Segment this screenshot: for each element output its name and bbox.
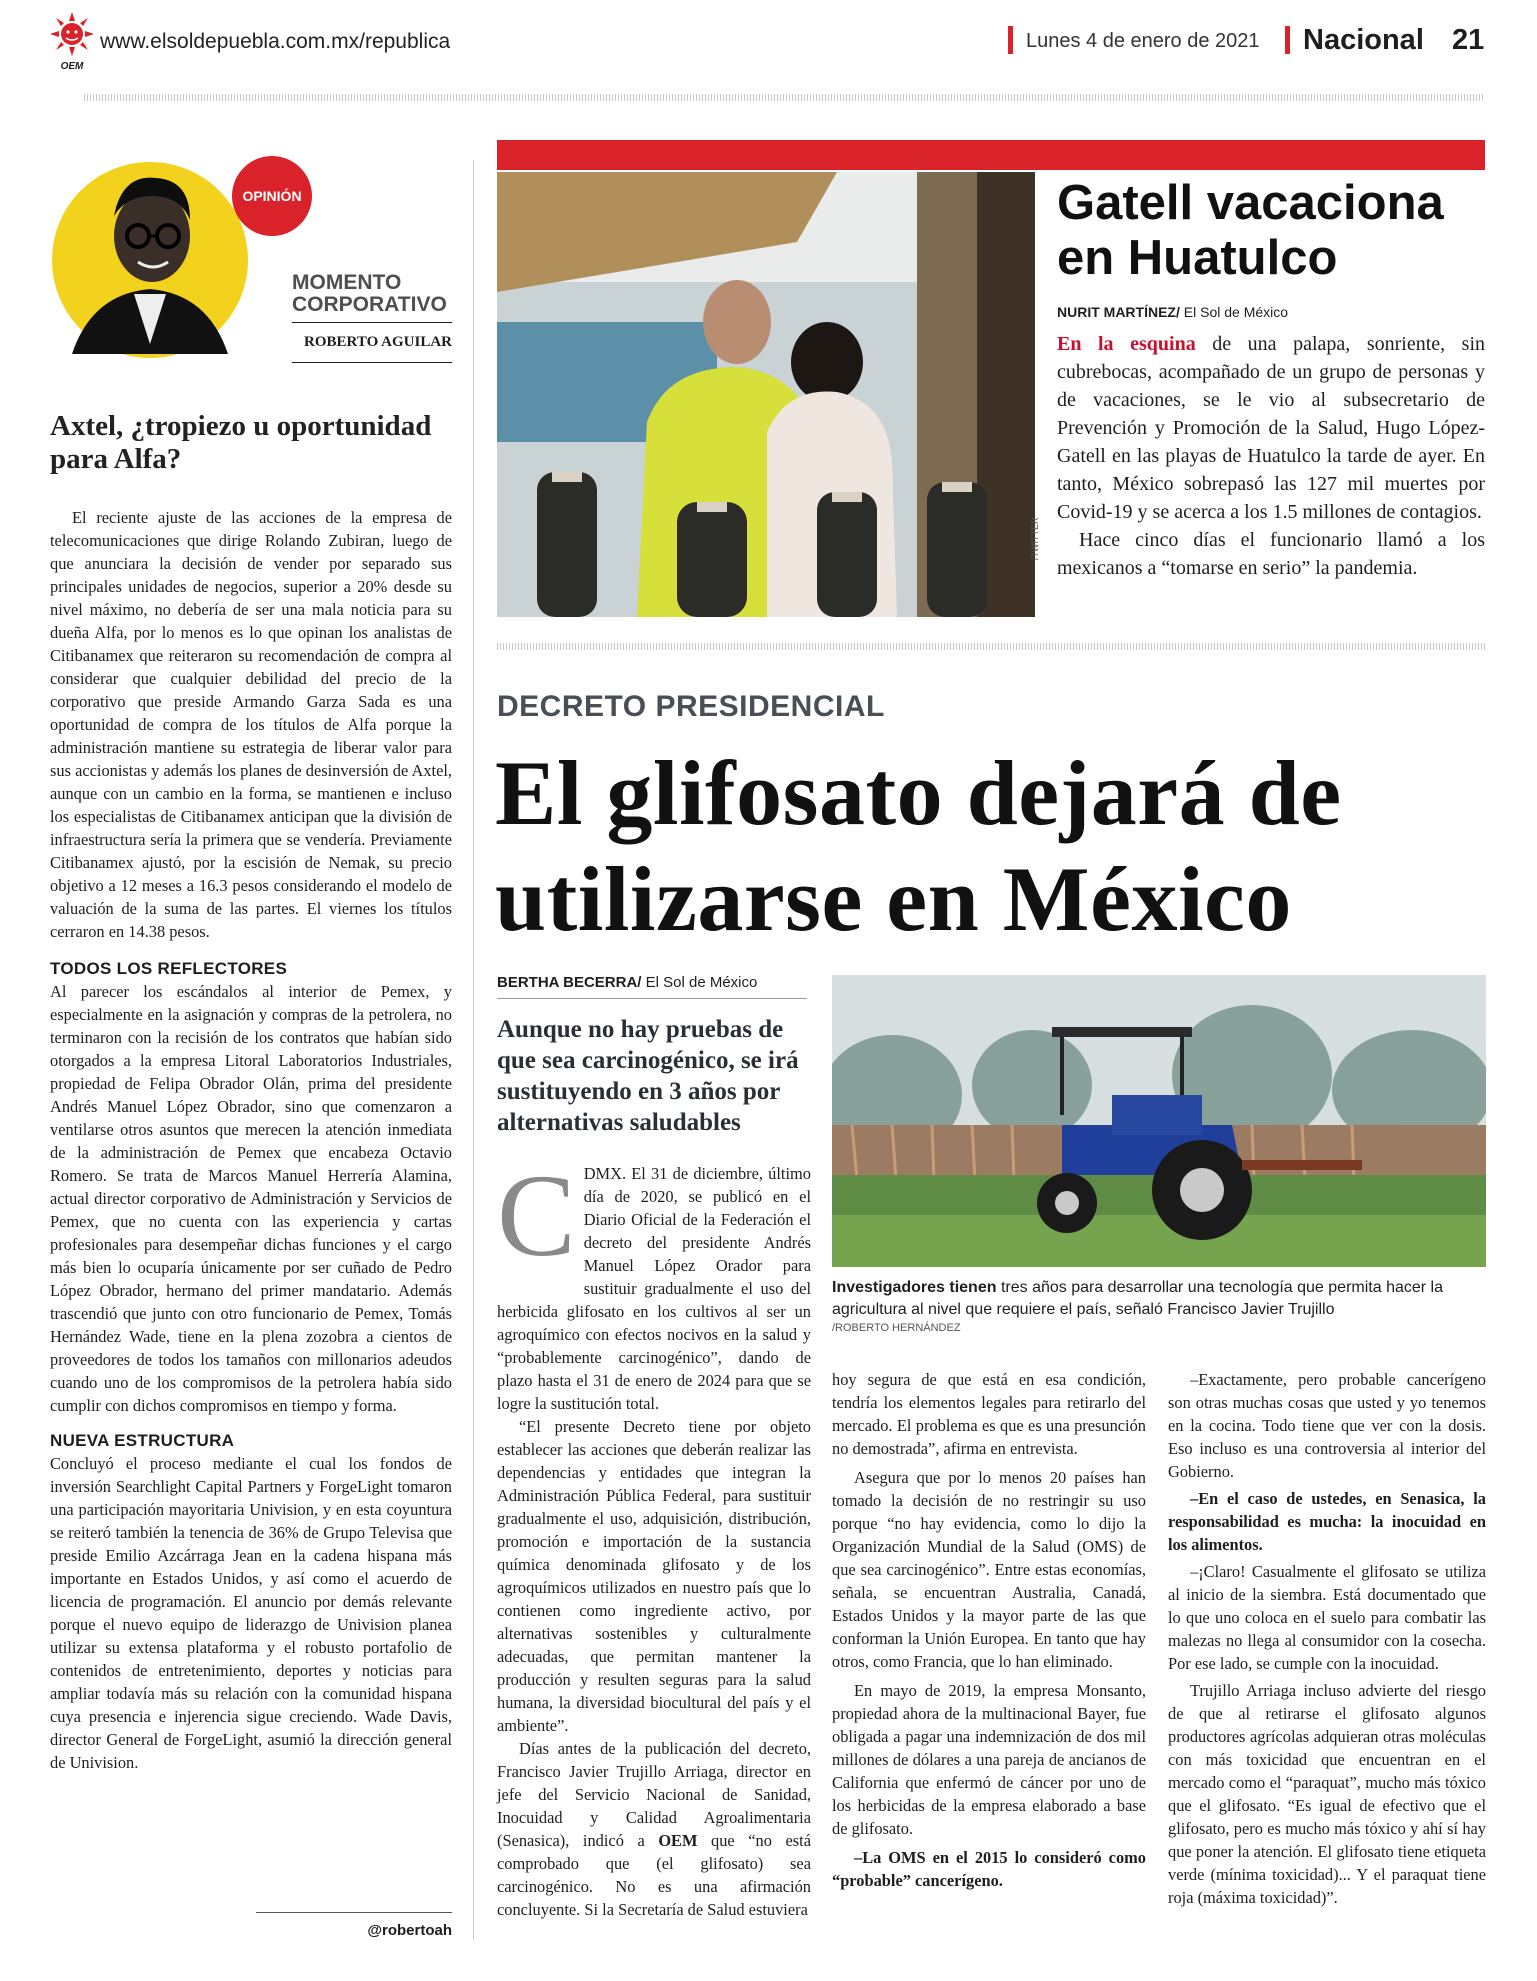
- glifosato-paragraph-text: Días antes de la publicación del decreto, Francisco Javier Trujillo Arriaga, director en jefe del Servicio Nacional de Sanidad, Inocuidad y Calidad Agroalimentaria (Senasica), indicó a: [497, 1739, 811, 1850]
- column-name-line1: MOMENTO: [292, 271, 402, 294]
- column-handle[interactable]: @robertoah: [367, 1922, 452, 1939]
- glifosato-byline-author: BERTHA BECERRA/: [497, 974, 642, 991]
- glifosato-paragraph: Asegura que por lo menos 20 países han tomado la decisión de no restringir su uso porque “no hay evidencia, como lo dijo la Organización Mundial de la Salud (OMS) de que sea carcinogénico”. Entre estas economías, señala, se encuentran Australia, Canadá, Estados Unidos y la mayor parte de las que conforman la Unión Europea. En tanto que hay otros, como Francia, que lo han eliminado.: [832, 1468, 1146, 1671]
- header-divider-2: [1285, 26, 1290, 54]
- header-section: Nacional: [1303, 24, 1424, 56]
- caption-text: tres años para desarrollar una tecnología que permita hacer la agricultura al nivel que requiere el país, señaló Francisco Javier Trujillo: [832, 1279, 1443, 1318]
- column-headline: Axtel, ¿tropiezo u oportunidad para Alfa?: [50, 410, 432, 475]
- column-name: [292, 272, 452, 316]
- glifosato-deck: Aunque no hay pruebas de que sea carcinogénico, se irá sustituyendo en 3 años por alternativas saludables: [497, 1016, 799, 1136]
- glifosato-question: –La OMS en el 2015 lo consideró como “probable” cancerígeno.: [832, 1848, 1146, 1890]
- column-name-line2: CORPORATIVO: [292, 293, 447, 316]
- glifosato-paragraph: Trujillo Arriaga incluso advierte del riesgo de que al retirarse el glifosato algunos productores agrícolas adquieran otras moléculas con más toxicidad que encuentran en el mercado como el “paraquat”, mucho más tóxico que el glifosato. “Es igual de efectivo que el glifosato, pero es mucho más tóxico y ahí sí hay que poner la atención. El glifosato tiene etiqueta verde (mínima toxicidad)... Y el paraquat tiene roja (máxima toxicidad)”.: [1168, 1681, 1486, 1907]
- gatell-photo-credit: /TWITTER: [1030, 517, 1040, 560]
- glifosato-question: –En el caso de ustedes, en Senasica, la responsabilidad es mucha: la inocuidad en los alimentos.: [1168, 1489, 1486, 1554]
- glifosato-kicker: DECRETO PRESIDENCIAL: [497, 690, 885, 723]
- tractor-photo: [832, 975, 1486, 1267]
- glifosato-paragraph: DMX. El 31 de diciembre, último día de 2020, se publicó en el Diario Oficial de la Federación el decreto del presidente Andrés Manuel López Orador para sustituir gradualmente el uso del herbicida glifosato en los cultivos al ser un agroquímico con efectos nocivos en la salud y “probablemente carcinogénico”, dando de plazo hasta el 31 de enero de 2024 para que se logre la sustitución total.: [497, 1164, 811, 1413]
- opinion-badge-label: OPINIÓN: [242, 188, 302, 204]
- gatell-byline: [1057, 304, 1288, 320]
- header-rule: [84, 94, 1484, 101]
- glifosato-dropcap: C: [497, 1150, 576, 1281]
- gatell-photo: [497, 172, 1035, 617]
- column-separator: [473, 160, 474, 1940]
- header-page-number: 21: [1452, 24, 1485, 56]
- masthead-logo: [50, 12, 94, 72]
- caption-lead: Investigadores tienen: [832, 1279, 997, 1296]
- opinion-badge: [232, 156, 312, 236]
- glifosato-byline-outlet: El Sol de México: [645, 974, 758, 991]
- gatell-body: [1057, 330, 1485, 582]
- glifosato-headline: El glifosato dejará de utilizarse en México: [495, 742, 1342, 950]
- glifosato-paragraph: En mayo de 2019, la empresa Monsanto, propiedad ahora de la multinacional Bayer, fue obligada a pagar una indemnización de dos mil millones de dólares a una pareja de ancianos de California que enfermó de cáncer por uno de los herbicidas de la empresa elaborado a base de glifosato.: [832, 1681, 1146, 1838]
- column-author-rule-2: [292, 362, 452, 363]
- sun-logo-icon: [50, 12, 94, 56]
- glifosato-paragraph-text: que “no está comprobado que (el glifosato) sea carcinogénico. No es una afirmación concluyente. Si la Secretaría de Salud estuviera: [497, 1831, 811, 1919]
- header-date: Lunes 4 de enero de 2021: [1026, 30, 1260, 52]
- tractor-photo-credit: /ROBERTO HERNÁNDEZ: [832, 1322, 961, 1334]
- tractor-caption: [832, 1277, 1486, 1321]
- gatell-byline-outlet: El Sol de México: [1183, 304, 1289, 320]
- glifosato-oem-mention: OEM: [658, 1831, 698, 1850]
- gatell-lead-in: En la esquina: [1057, 333, 1196, 355]
- header-url[interactable]: www.elsoldepuebla.com.mx/republica: [100, 30, 451, 53]
- gatell-top-bar: [497, 140, 1485, 170]
- gatell-paragraph: [1057, 330, 1485, 526]
- column-handle-rule: [256, 1912, 452, 1913]
- column-paragraph: El reciente ajuste de las acciones de la empresa de telecomunicaciones que dirige Rolando Zubiran, luego de que anunciara la decisión de vender por separado sus principales unidades de negocios, superior a 20% desde su nivel máximo, no debería de ser una mala noticia para su dueña Alfa, por lo menos es lo que opinan los analistas de Citibanamex que reiteraron su recomendación de compra al considerar que cualquier debilidad del precio de la corporativo que preside Armando Garza Sada es una oportunidad de compra de los títulos de Alfa porque la administración mantiene su estrategia de liberar valor para sus accionistas y además los planes de desinversión de Axtel, aunque con un cambio en la forma, se mantienen e incluso los especialistas de Citibanamex anticipan que la división de infraestructura sería la primera que se vendería. Previamente Citibanamex ajustó, por la escisión de Nemak, su precio objetivo a 12 meses a 16.3 pesos considerando el modelo de valuación de la suma de las partes. El viernes los títulos cerraron en 14.38 pesos.: [50, 508, 452, 941]
- oem-logo-text: OEM: [60, 61, 84, 72]
- glifosato-byline-rule: [497, 998, 807, 999]
- gatell-headline: Gatell vacaciona en Huatulco: [1057, 176, 1444, 285]
- glifosato-byline: [497, 974, 757, 991]
- column-portrait: [52, 144, 252, 362]
- glifosato-column-3: [1168, 1368, 1486, 1909]
- glifosato-column-2: [832, 1368, 1146, 1892]
- column-subhead: TODOS LOS REFLECTORES: [50, 959, 288, 978]
- column-subhead: NUEVA ESTRUCTURA: [50, 1431, 235, 1450]
- column-body: [50, 506, 452, 1774]
- column-paragraph: Al parecer los escándalos al interior de Pemex, y especialmente en la asignación y compras de la petrolera, no terminaron con la recisión de los contratos que habían sido otorgados a la empresa Litoral Laboratorios Industriales, propiedad de Felipa Obrador Olán, prima del presidente Andrés Manuel López Obrador, sino que comenzaron a ventilarse otros asuntos que merecen la atención inmediata de la administración de Pemex que encabeza Octavio Romero. Se trata de Marcos Manuel Herrería Alamina, actual director corporativo de Administración y Servicios de Pemex, que no cuenta con las experiencia y cartas profesionales para desempeñar dichas funciones y el cargo más bien lo ocuparía únicamente por ser cuñado de Pedro López Obrador, hermano del primer mandatario. Además trascendió que junto con otro funcionario de Pemex, Tomás Hernández Wade, tiene en la plena zozobra a cientos de proveedores de todos los tamaños con millonarios adeudos cuando uno de los compromisos de la petrolera había sido cumplir con dichos compromisos en tiempo y forma.: [50, 982, 452, 1415]
- glifosato-paragraph: [497, 1737, 811, 1921]
- column-author: ROBERTO AGUILAR: [304, 334, 452, 350]
- glifosato-column-1: [497, 1150, 811, 1921]
- gatell-paragraph: Hace cinco días el funcionario llamó a los mexicanos a “tomarse en serio” la pandemia.: [1057, 529, 1485, 579]
- column-paragraph: Concluyó el proceso mediante el cual los fondos de inversión Searchlight Capital Partners y ForgeLight tomaron una participación mayoritaria Univision, y en esta coyuntura se reiteró también la tenencia de 36% de Grupo Televisa que preside Emilio Azcárraga Jean en la cadena hispana más importante en Estados Unidos, y así como el acuerdo de licencia de programación. El anuncio por demás relevante porque el nuevo equipo de liderazgo de Univision planea utilizar su extensa plataforma y el robusto portafolio de contenidos de entretenimiento, deportes y noticias para ampliar todavía más su relación con la comunidad hispana cuya presencia e injerencia sigue creciendo. Wade Davis, director General de ForgeLight, asumió la dirección general de Univision.: [50, 1454, 452, 1772]
- gatell-bottom-rule: [497, 643, 1485, 650]
- header-divider-1: [1008, 26, 1013, 54]
- gatell-byline-author: NURIT MARTÍNEZ/: [1057, 304, 1180, 320]
- glifosato-paragraph: –Exactamente, pero probable cancerígeno son otras muchas cosas que usted y yo tenemos en la cocina. Todo tiene que ver con la dosis. Eso incluso es una controversia al interior del Gobierno.: [1168, 1370, 1486, 1481]
- glifosato-paragraph: hoy segura de que está en esa condición, tendría los elementos legales para retirarlo del mercado. El problema es que es una presunción no demostrada”, afirma en entrevista.: [832, 1370, 1146, 1458]
- glifosato-paragraph: –¡Claro! Casualmente el glifosato se utiliza al inicio de la siembra. Está documentado que lo que uno coloca en el suelo para combatir las malezas no llega al consumidor con la cosecha. Por ese lado, se cumple con la inocuidad.: [1168, 1562, 1486, 1673]
- gatell-paragraph-text: de una palapa, sonriente, sin cubrebocas, acompañado de un grupo de personas y de vacaciones, se le vio al subsecretario de Prevención y Promoción de la Salud, Hugo López-Gatell en las playas de Huatulco la tarde de ayer. En tanto, México sobrepasó las 127 mil muertes por Covid-19 y se acerca a los 1.5 millones de contagios.: [1057, 333, 1486, 523]
- column-author-rule: [292, 322, 452, 323]
- glifosato-paragraph: “El presente Decreto tiene por objeto establecer las acciones que deberán realizar las dependencias y entidades que integran la Administración Pública Federal, para sustituir gradualmente el uso, adquisición, distribución, promoción e importación de la sustancia química denominada glifosato y de los agroquímicos utilizados en nuestro país que lo contienen como ingrediente activo, por alternativas sostenibles y culturalmente adecuadas, que permitan mantener la producción y resulten seguras para la salud humana, la diversidad biocultural del país y el ambiente”.: [497, 1417, 811, 1735]
